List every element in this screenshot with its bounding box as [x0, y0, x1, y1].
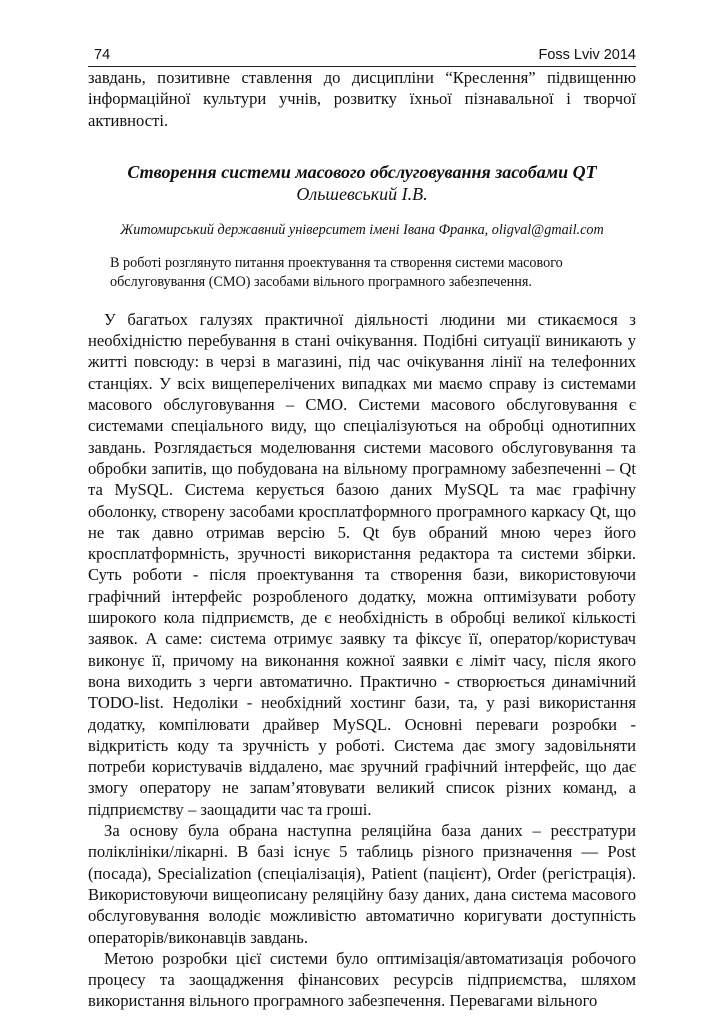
intro-paragraph: завдань, позитивне ставлення до дисципліни “Креслення” підвищенню інформаційної культури учнів, розвитку їхньої пізнавальної і творчої активності.: [88, 68, 636, 130]
article-author: Ольшевський І.В.: [296, 183, 428, 204]
conference-name: Foss Lviv 2014: [538, 47, 636, 63]
article-body: [88, 309, 636, 1012]
body-paragraph-2: За основу була обрана наступна реляційна база даних – реєстратури поліклініки/лікарні. В базі існує 5 таблиць різного призначення — Post (посада), Specialization (спеціалізація), Patient (пацієнт), Order (регістрація). Використовуючи вищеописану реляційну базу даних, дана система масового обслуговування володіє можливістю автоматично коригувати доступність операторів/виконавців завдань.: [88, 821, 636, 947]
body-paragraph-1: У багатьох галузях практичної діяльності людини ми стикаємося з необхідністю перебування в стані очікування. Подібні ситуації виникають у житті повсюду: в черзі в магазині, під час очікування лінії на телефонних станціях. У всіх вищеперелічених випадках ми маємо справу із системами масового обслуговування – СМО. Системи масового обслуговування є системами спеціального виду, що спеціалізуються на обробці однотипних завдань. Розглядається моделювання системи масового обслуговування та обробки запитів, що побудована на вільному програмному забезпеченні – Qt та MySQL. Система керується базою даних MySQL та має графічну оболонку, створену засобами кросплатформного програмного каркасу Qt, що не так давно отримав версію 5. Qt був обраний мною через його кросплатформність, зручності використання редактора та системи збірки. Суть роботи - після проектування та створення бази, використовуючи графічний інтерфейс розробленого додатку, можна оптимізувати роботу широкого кола підприємств, де є необхідність в обробці великої кількості заявок. А саме: система отримує заявку та фіксує її, оператор/користувач виконує її, причому на виконання кожної заявки є ліміт часу, після якого вона виходить з черги автоматично. Практично - створюється динамічний TODO-list. Недоліки - необхідний хостинг бази, та, у разі використання додатку, компілювати драйвер MySQL. Основні переваги розробки - відкритість коду та зручність у роботі. Система дає змогу задовільняти потреби користувачів віддалено, має зручний графічний інтерфейс, що дає змогу оператору не запам’ятовувати великий список різних команд, а підприємству – заощадити час та гроші.: [88, 309, 636, 819]
article-title: Створення системи масового обслуговування засобами QT: [127, 161, 597, 182]
page: [88, 46, 636, 1012]
running-header: [88, 46, 636, 67]
article-abstract: В роботі розглянуто питання проектування та створення системи масового обслуговування (СМО) засобами вільного програмного забезпечення.: [110, 254, 563, 291]
article-affiliation: Житомирський державний університет імені Івана Франка, oligval@gmail.com: [120, 221, 604, 238]
page-number: 74: [94, 47, 111, 63]
body-paragraph-3: Метою розробки цієї системи було оптимізація/автоматизація робочого процесу та заощадження фінансових ресурсів підприємства, шляхом використання вільного програмного забезпечення. Перевагами вільного: [88, 948, 636, 1011]
